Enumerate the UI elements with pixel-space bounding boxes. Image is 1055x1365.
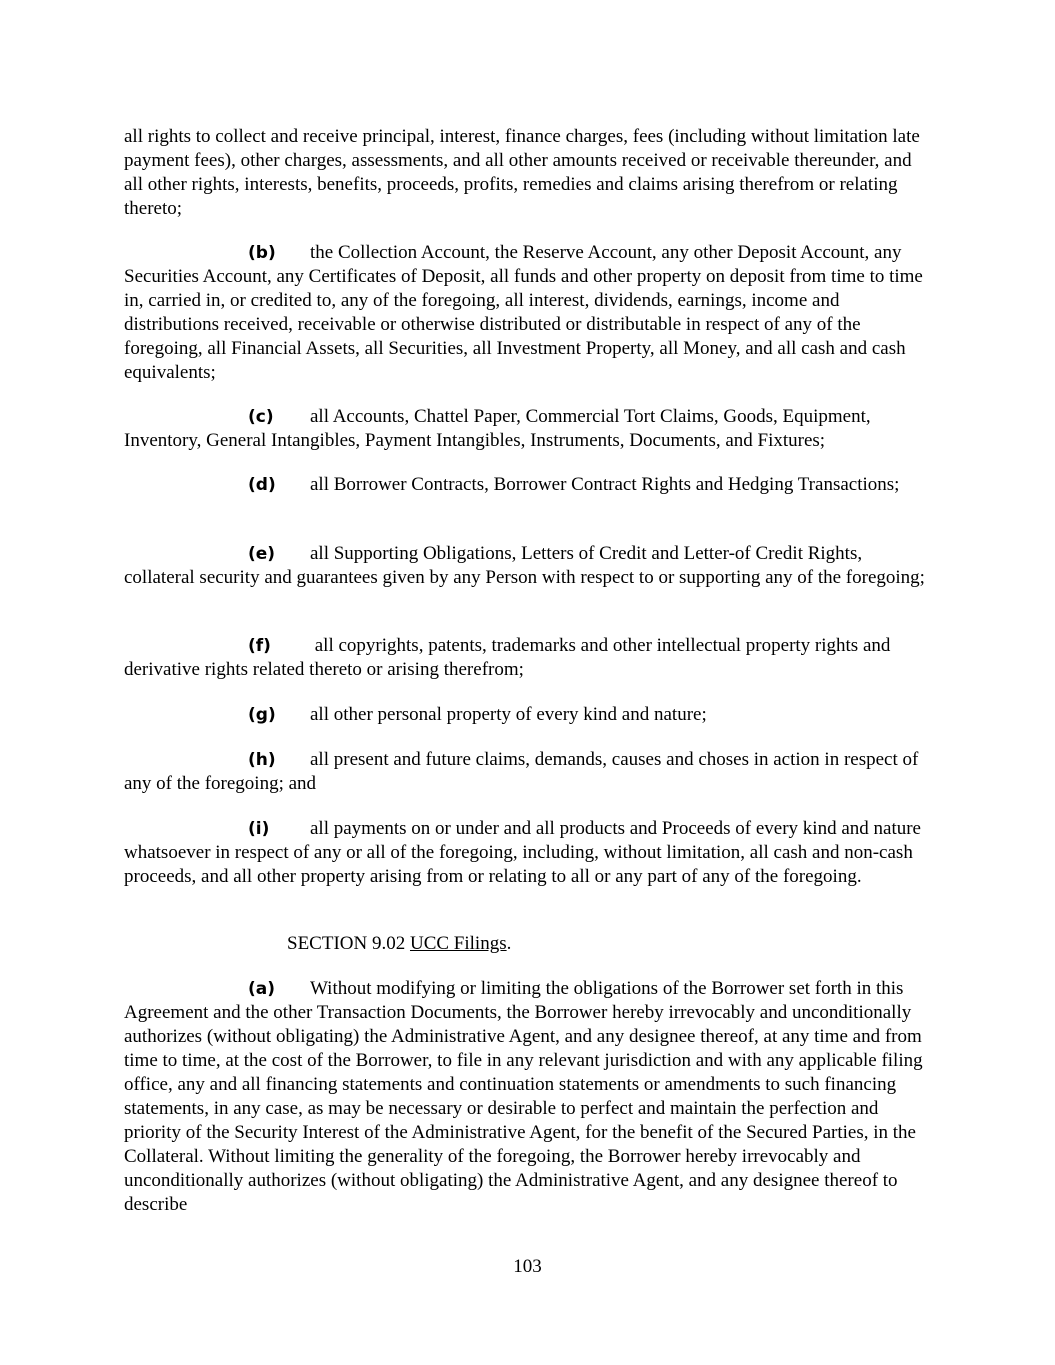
clause-h xyxy=(124,748,934,796)
clause-f xyxy=(124,634,934,682)
clause-text: all payments on or under and all products and Proceeds of every kind and nature whatsoever in respect of any or all of the foregoing, including, without limitation, all cash and non-cash proceeds, and all other property arising from or relating to all or any part of any of the foregoing. xyxy=(124,818,921,887)
clause-c xyxy=(124,405,934,453)
page-number: 103 xyxy=(513,1256,542,1277)
clause-text: all Accounts, Chattel Paper, Commercial Tort Claims, Goods, Equipment, Inventory, General Intangibles, Payment Intangibles, Instruments, Documents, and Fixtures; xyxy=(124,406,871,451)
clause-text: all Borrower Contracts, Borrower Contract Rights and Hedging Transactions; xyxy=(310,474,900,495)
clause-label: (h) xyxy=(248,750,276,770)
clause-text: all copyrights, patents, trademarks and other intellectual property rights and derivative rights related thereto or arising therefrom; xyxy=(124,635,891,680)
clause-label: (a) xyxy=(248,979,276,999)
intro-paragraph: all rights to collect and receive principal, interest, finance charges, fees (including without limitation late payment fees), other charges, assessments, and all other amounts received or receivable thereunder, and all other rights, interests, benefits, proceeds, profits, remedies and claims arising therefrom or relating thereto; xyxy=(124,126,920,219)
clause-label: (e) xyxy=(248,544,276,564)
clause-i xyxy=(124,817,934,889)
clause-text: all present and future claims, demands, causes and choses in action in respect of any of the foregoing; and xyxy=(124,749,919,794)
section-heading xyxy=(287,932,511,956)
section-clause-a xyxy=(124,977,934,1217)
clause-text: the Collection Account, the Reserve Account, any other Deposit Account, any Securities Account, any Certificates of Deposit, all funds and other property on deposit from time to time in, carried in, or credited to, any of the foregoing, all interest, dividends, earnings, income and distributions received, receivable or otherwise distributed or distributable in respect of any of the foregoing, all Financial Assets, all Securities, all Investment Property, all Money, and all cash and cash equivalents; xyxy=(124,242,923,383)
clause-g xyxy=(124,703,934,727)
clause-text: Without modifying or limiting the obligations of the Borrower set forth in this Agreement and the other Transaction Documents, the Borrower hereby irrevocably and unconditionally authorizes (without obligating) the Administrative Agent, and any designee thereof, at any time and from time to time, at the cost of the Borrower, to file in any relevant jurisdiction and with any applicable filing office, any and all financing statements and continuation statements or amendments to such financing statements, in any case, as may be necessary or desirable to perfect and maintain the perfection and priority of the Security Interest of the Administrative Agent, for the benefit of the Secured Parties, in the Collateral. Without limiting the generality of the foregoing, the Borrower hereby irrevocably and unconditionally authorizes (without obligating) the Administrative Agent, and any designee thereof to describe xyxy=(124,978,923,1215)
clause-label: (b) xyxy=(248,243,276,263)
clause-label: (f) xyxy=(248,636,271,656)
section-number: SECTION 9.02 xyxy=(287,933,406,954)
section-title: UCC Filings xyxy=(409,933,507,954)
clause-label: (i) xyxy=(248,819,270,839)
clause-e xyxy=(124,542,934,590)
clause-label: (g) xyxy=(248,705,276,725)
clause-b xyxy=(124,241,934,385)
section-suffix: . xyxy=(506,933,512,954)
clause-label: (d) xyxy=(248,475,276,495)
clause-d xyxy=(124,473,934,497)
clause-text: all other personal property of every kind and nature; xyxy=(310,704,707,725)
clause-text: all Supporting Obligations, Letters of Credit and Letter-of Credit Rights, collateral security and guarantees given by any Person with respect to or supporting any of the foregoing; xyxy=(124,543,925,588)
clause-label: (c) xyxy=(248,407,274,427)
